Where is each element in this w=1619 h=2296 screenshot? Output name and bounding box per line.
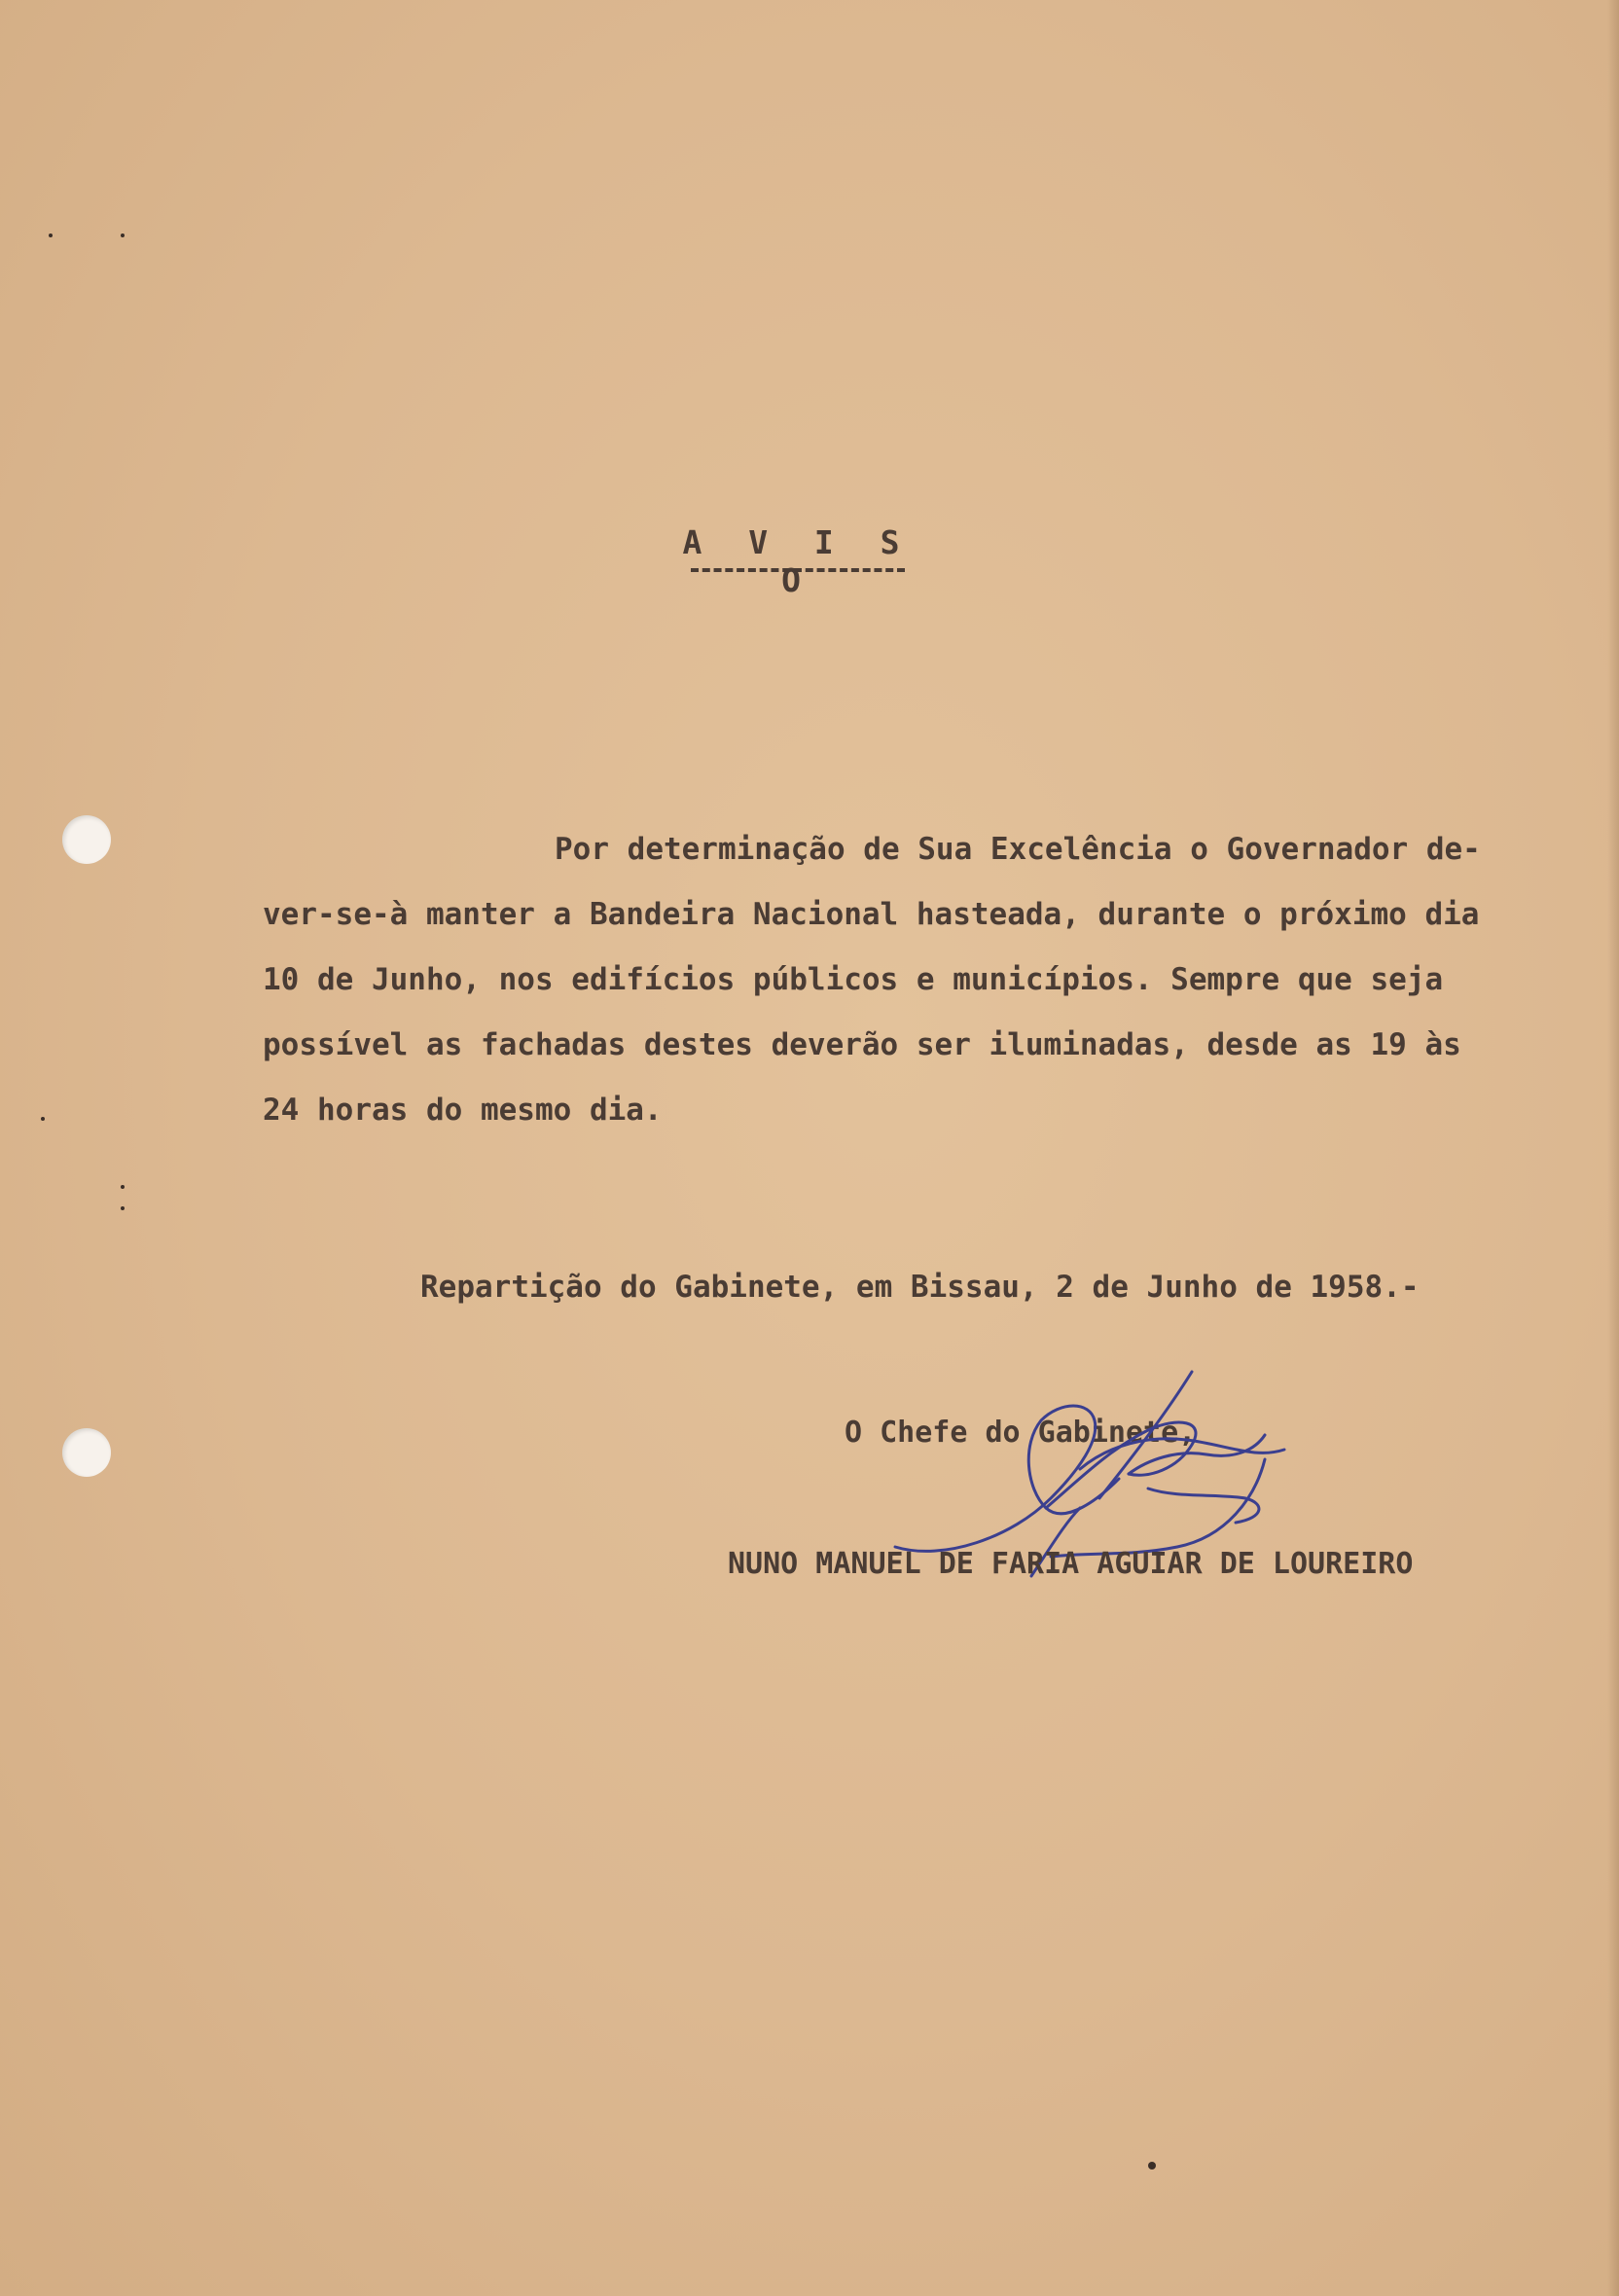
paper-speck (121, 1206, 125, 1210)
place-and-date: Repartição do Gabinete, em Bissau, 2 de Junho de 1958.- (420, 1270, 1420, 1305)
body-line: 24 horas do mesmo dia. (263, 1093, 663, 1128)
body-line: 10 de Junho, nos edifícios públicos e municípios. Sempre que seja (263, 962, 1444, 997)
signatory-name: NUNO MANUEL DE FARIA AGUIAR DE LOUREIRO (728, 1547, 1414, 1581)
paper-speck (121, 233, 125, 237)
paper-speck (41, 1117, 45, 1121)
title-underline (691, 568, 905, 572)
notice-body (263, 817, 1576, 1143)
body-line: Por determinação de Sua Excelência o Governador de- (555, 832, 1481, 867)
page-edge-shadow (1607, 0, 1619, 2296)
body-line: ver-se-à manter a Bandeira Nacional hasteada, durante o próximo dia (263, 897, 1480, 932)
signatory-title: O Chefe do Gabinete, (845, 1416, 1197, 1450)
paper-speck (1148, 2162, 1156, 2170)
paper-speck (49, 233, 53, 237)
punch-hole-bottom (62, 1428, 111, 1477)
punch-hole-top (62, 815, 111, 864)
paper-speck (121, 1185, 125, 1189)
notice-title: A V I S O (682, 523, 914, 599)
body-line: possível as fachadas destes deverão ser iluminadas, desde as 19 às (263, 1027, 1461, 1062)
